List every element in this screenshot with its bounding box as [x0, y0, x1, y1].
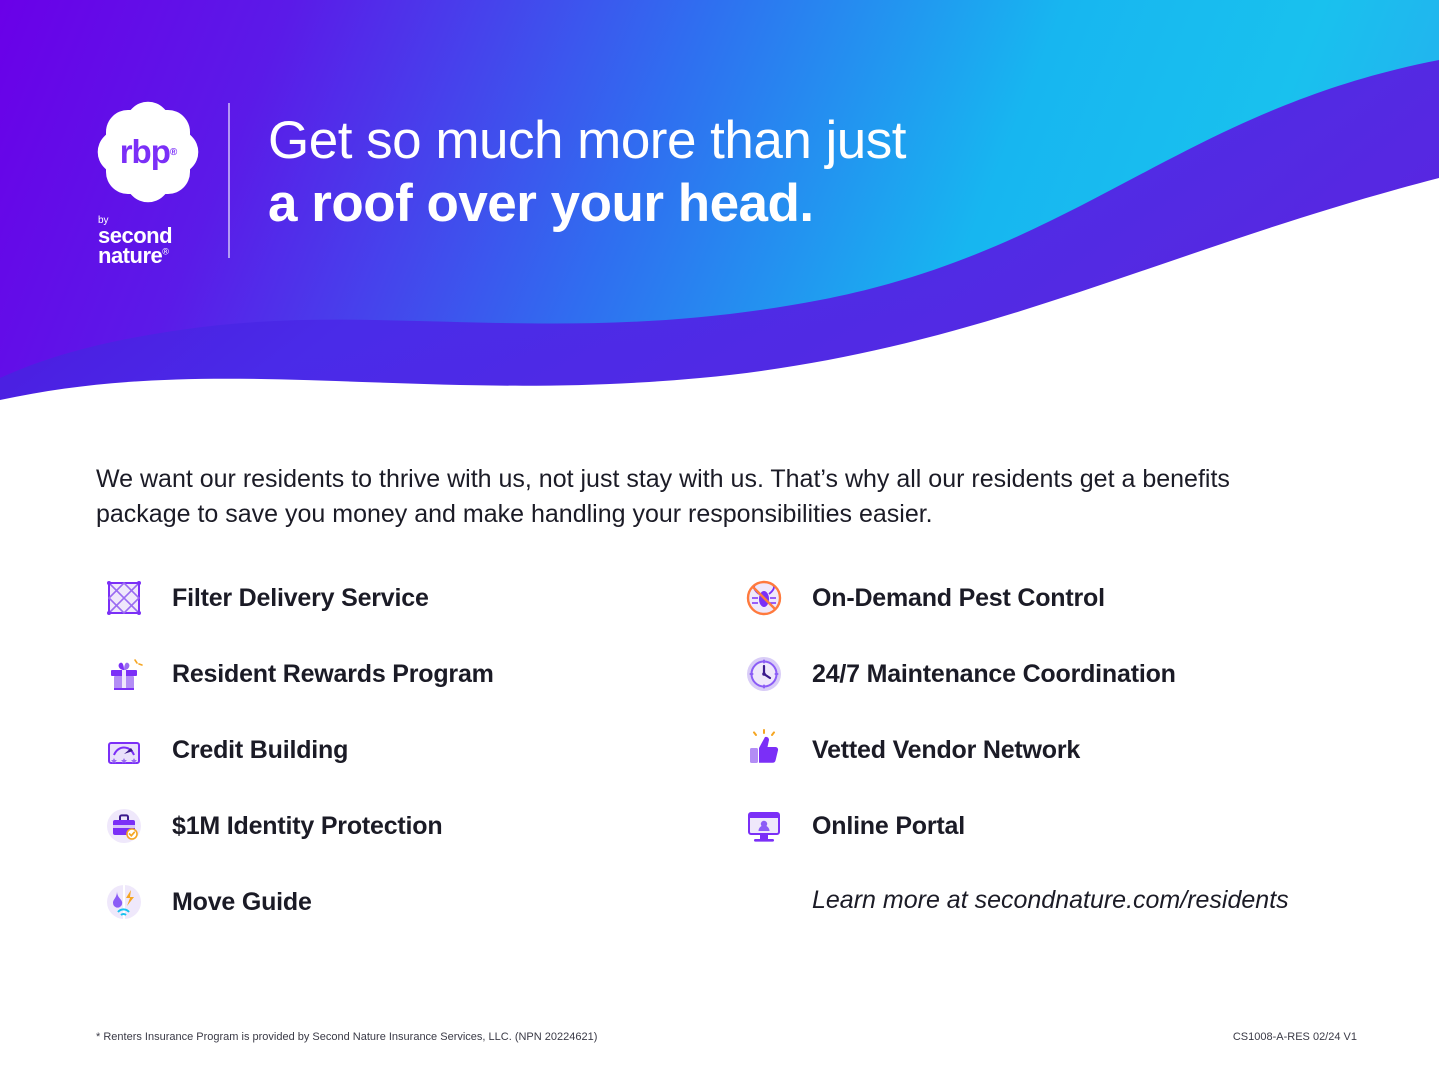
logo-nature-label: nature [98, 243, 163, 269]
benefit-label: Vetted Vendor Network [812, 735, 1081, 764]
headline-line-1: Get so much more than just [268, 111, 907, 170]
footer-disclaimer: * Renters Insurance Program is provided by Second Nature Insurance Services, LLC. (NPN 20224621) [96, 1031, 598, 1043]
benefit-item-online-portal [736, 788, 1346, 864]
benefit-item-resident-rewards [96, 636, 736, 712]
logo-nature-line [92, 243, 212, 269]
air-filter-icon [96, 570, 152, 626]
no-pest-icon [736, 570, 792, 626]
hero-headline [268, 110, 906, 235]
monitor-icon [736, 798, 792, 854]
intro-paragraph: We want our residents to thrive with us, not just stay with us. That’s why all our residents get a benefits package to save you money and make handling your responsibilities easier. [96, 465, 1230, 528]
logo-second-line: second [98, 223, 173, 248]
benefit-label: Online Portal [812, 811, 965, 840]
brand-logo [92, 100, 212, 269]
benefit-item-vetted-vendor [736, 712, 1346, 788]
learn-more-text[interactable]: Learn more at secondnature.com/residents [812, 886, 1289, 914]
clock-icon [736, 646, 792, 702]
benefit-label: $1M Identity Protection [172, 811, 443, 840]
briefcase-shield-icon [96, 798, 152, 854]
benefits-columns [96, 560, 1346, 940]
logo-divider [228, 103, 230, 258]
benefit-item-pest-control [736, 560, 1346, 636]
benefit-label: Filter Delivery Service [172, 583, 429, 612]
benefit-item-identity-protection [96, 788, 736, 864]
benefit-item-filter-delivery [96, 560, 736, 636]
headline-line-2: a roof over your head. [268, 173, 814, 233]
benefit-label: 24/7 Maintenance Coordination [812, 659, 1176, 688]
logo-name-trademark: ® [162, 246, 169, 257]
thumbs-up-icon [736, 722, 792, 778]
logo-mark-label: rbp [119, 133, 170, 170]
gift-icon [96, 646, 152, 702]
logo-mark-text [96, 100, 200, 204]
footer-document-code: CS1008-A-RES 02/24 V1 [1232, 1031, 1357, 1043]
logo-by-label: by [98, 215, 109, 226]
benefit-item-maintenance-coordination [736, 636, 1346, 712]
credit-score-icon [96, 722, 152, 778]
rbp-logo-icon [96, 100, 200, 204]
hero-banner [0, 0, 1439, 440]
benefits-column-right [736, 560, 1346, 940]
benefit-item-credit-building [96, 712, 736, 788]
benefit-label: Credit Building [172, 735, 349, 764]
benefit-label: Resident Rewards Program [172, 659, 494, 688]
benefit-item-move-guide [96, 864, 736, 940]
logo-mark-trademark: ® [169, 146, 177, 158]
benefit-label: Move Guide [172, 887, 312, 916]
utilities-drop-icon [96, 874, 152, 930]
benefit-label: On-Demand Pest Control [812, 583, 1105, 612]
benefits-column-left [96, 560, 736, 940]
